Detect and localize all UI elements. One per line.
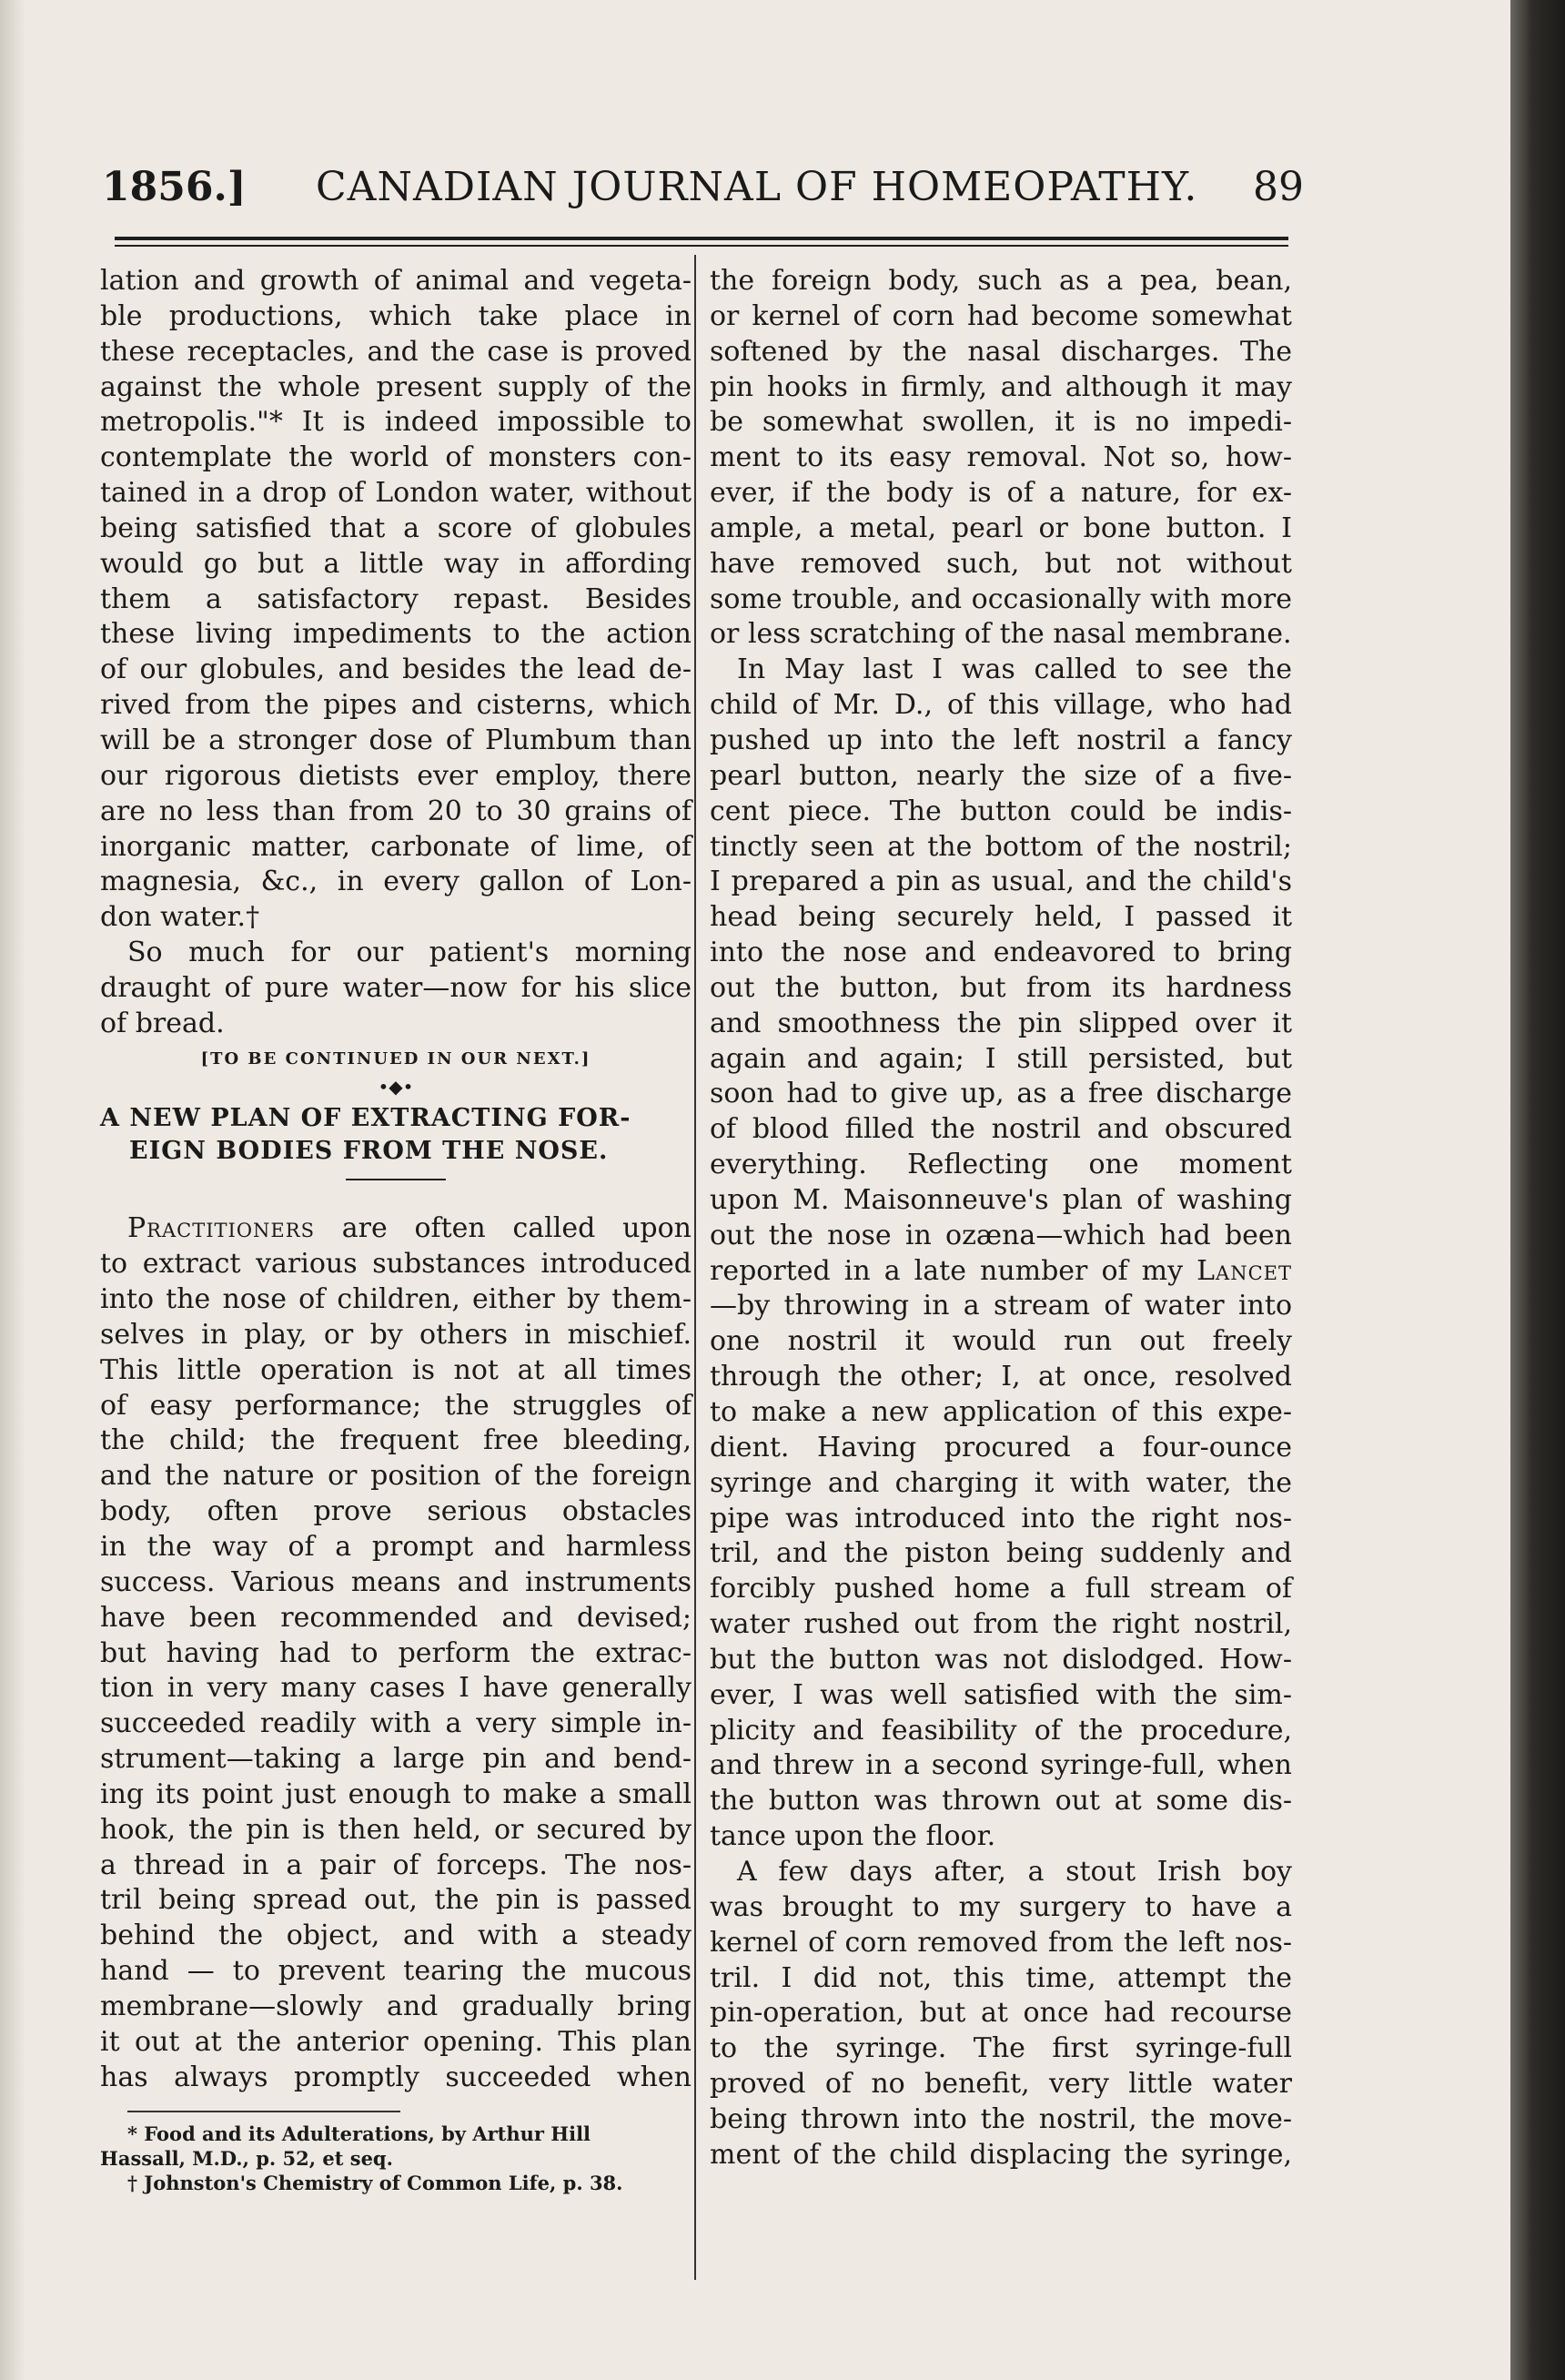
text-line: everything. Reflecting one moment <box>710 1149 1292 1181</box>
text-line: membrane—slowly and gradually bring <box>100 1990 692 2022</box>
text-line-start: reported in a late number of my <box>710 1254 1197 1287</box>
text-line <box>710 1254 1292 1290</box>
text-line: in the way of a prompt and harmless <box>100 1531 692 1563</box>
text-line: some trouble, and occasionally with more <box>710 582 1292 615</box>
text-line: again and again; I still persisted, but <box>710 1042 1292 1075</box>
text-line: tained in a drop of London water, without <box>100 477 692 510</box>
text-line: rived from the pipes and cisterns, which <box>100 689 692 722</box>
text-line: ble productions, which take place in <box>100 299 692 332</box>
paragraph-may-case <box>710 653 1292 1855</box>
text-line: through the other; I, at once, resolved <box>710 1361 1292 1393</box>
text-line: contemplate the world of monsters con- <box>100 441 692 474</box>
text-line: forcibly pushed home a full stream of <box>710 1573 1292 1605</box>
text-line: but having had to perform the extrac- <box>100 1636 692 1669</box>
text-line: ever, I was well satisfied with the sim- <box>710 1678 1292 1711</box>
text-line: of easy performance; the struggles of <box>100 1389 692 1422</box>
text-line: child of Mr. D., of this village, who had <box>710 689 1292 722</box>
book-binding-edge <box>1510 0 1565 2380</box>
text-line: to the syringe. The first syringe-full <box>710 2032 1292 2065</box>
footnote-line: * Food and its Adulterations, by Arthur Hill <box>127 2122 591 2145</box>
text-line: be somewhat swollen, it is no impedi- <box>710 406 1292 439</box>
text-line: of our globules, and besides the lead de- <box>100 653 692 686</box>
left-column <box>100 264 692 2195</box>
text-line: or kernel of corn had become somewhat <box>710 299 1292 332</box>
footnotes <box>100 2122 692 2195</box>
article-title-line: EIGN BODIES FROM THE NOSE. <box>129 1137 609 1166</box>
text-line: plicity and feasibility of the procedure, <box>710 1714 1292 1747</box>
text-line: ment of the child displacing the syringe, <box>710 2138 1292 2171</box>
header-journal-title: CANADIAN JOURNAL OF HOMEOPATHY. <box>316 164 1198 210</box>
article-first-word: Practitioners <box>127 1212 315 1245</box>
text-line: these living impediments to the action <box>100 618 692 651</box>
text-line: have removed such, but not without <box>710 547 1292 580</box>
text-line: behind the object, and with a steady <box>100 1919 692 1952</box>
text-line: these receptacles, and the case is proved <box>100 335 692 368</box>
section-ornament: •◆• <box>378 1076 414 1099</box>
text-line: tance upon the floor. <box>710 1820 996 1853</box>
text-line: out the nose in ozæna—which had been <box>710 1219 1292 1251</box>
text-line: lation and growth of animal and vegeta- <box>100 265 692 297</box>
text-line: upon M. Maisonneuve's plan of washing <box>710 1183 1292 1216</box>
text-line: kernel of corn removed from the left nos- <box>710 1926 1292 1959</box>
article-title <box>100 1102 692 1168</box>
text-line: body, often prove serious obstacles <box>100 1495 692 1528</box>
footnote-rule <box>127 2111 400 2112</box>
text-line: have been recommended and devised; <box>100 1601 692 1634</box>
text-line: tinctly seen at the bottom of the nostril; <box>710 830 1292 863</box>
text-line: and threw in a second syringe-full, when <box>710 1749 1292 1782</box>
text-line: against the whole present supply of the <box>100 370 692 403</box>
text-line: the child; the frequent free bleeding, <box>100 1424 692 1457</box>
text-line: are no less than from 20 to 30 grains of <box>100 795 692 827</box>
lancet-title: Lancet <box>1196 1254 1292 1287</box>
text-line: This little operation is not at all times <box>100 1353 692 1386</box>
text-line: dient. Having procured a four-ounce <box>710 1431 1292 1463</box>
text-line: to extract various substances introduced <box>100 1248 692 1281</box>
column-divider <box>694 255 696 2280</box>
text-line: being satisfied that a score of globules <box>100 511 692 544</box>
running-header <box>102 164 1304 218</box>
text-line: succeeded readily with a very simple in- <box>100 1707 692 1740</box>
text-line: would go but a little way in affording <box>100 547 692 580</box>
text-line: of bread. <box>100 1007 225 1039</box>
text-line: pearl button, nearly the size of a five- <box>710 759 1292 792</box>
text-line: them a satisfactory repast. Besides <box>100 582 692 615</box>
text-line: has always promptly succeeded when <box>100 2061 692 2093</box>
header-rule-thick <box>115 237 1288 240</box>
text-line: it out at the anterior opening. This plan <box>100 2025 692 2058</box>
text-line: So much for our patient's morning <box>127 937 692 969</box>
paragraph-foreign-body <box>710 264 1292 653</box>
text-line: into the nose of children, either by them- <box>100 1283 692 1316</box>
text-line: ever, if the body is of a nature, for ex- <box>710 477 1292 510</box>
text-line: selves in play, or by others in mischief. <box>100 1318 692 1351</box>
right-column <box>710 264 1292 2173</box>
header-year: 1856.] <box>102 164 247 210</box>
paragraph-irish-boy <box>710 1855 1292 2173</box>
text-line: hand — to prevent tearing the mucous <box>100 1955 692 1988</box>
text-line: metropolis."* It is indeed impossible to <box>100 406 692 439</box>
text-line: success. Various means and instruments <box>100 1565 692 1598</box>
article-title-line: A NEW PLAN OF EXTRACTING FOR- <box>100 1104 631 1133</box>
text-line: and smoothness the pin slipped over it <box>710 1007 1292 1039</box>
text-line: of blood filled the nostril and obscured <box>710 1113 1292 1146</box>
text-line: and the nature or position of the foreign <box>100 1460 692 1493</box>
text-line: A few days after, a stout Irish boy <box>737 1855 1292 1888</box>
text-line: water rushed out from the right nostril, <box>710 1608 1292 1641</box>
text-line: softened by the nasal discharges. The <box>710 335 1292 368</box>
text-line: ing its point just enough to make a small <box>100 1777 692 1810</box>
text-line: but the button was not dislodged. How- <box>710 1643 1292 1676</box>
text-line: cent piece. The button could be indis- <box>710 795 1292 827</box>
text-line: pipe was introduced into the right nos- <box>710 1502 1292 1534</box>
article-body <box>100 1211 692 2095</box>
header-rule-thin <box>115 245 1288 247</box>
text-line: into the nose and endeavored to bring <box>710 937 1292 969</box>
text-line: tion in very many cases I have generally <box>100 1672 692 1705</box>
text-line: proved of no benefit, very little water <box>710 2068 1292 2101</box>
text-line: pin hooks in firmly, and although it may <box>710 370 1292 403</box>
text-line: head being securely held, I passed it <box>710 901 1292 934</box>
text-line: I prepared a pin as usual, and the child's <box>710 866 1292 898</box>
text-line: strument—taking a large pin and bend- <box>100 1743 692 1776</box>
text-line: magnesia, &c., in every gallon of Lon- <box>100 866 692 898</box>
text-line: ment to its easy removal. Not so, how- <box>710 441 1292 474</box>
text-line: soon had to give up, as a free discharge <box>710 1078 1292 1110</box>
to-be-continued-note: [TO BE CONTINUED IN OUR NEXT.] <box>200 1048 591 1068</box>
text-line: inorganic matter, carbonate of lime, of <box>100 830 692 863</box>
text-line: pin-operation, but at once had recourse <box>710 1997 1292 2030</box>
continued-paragraph <box>100 264 692 936</box>
text-line: the foreign body, such as a pea, bean, <box>710 265 1292 297</box>
text-line: ample, a metal, pearl or bone button. I <box>710 511 1292 544</box>
text-line: pushed up into the left nostril a fancy <box>710 724 1292 756</box>
text-line: our rigorous dietists ever employ, there <box>100 759 692 792</box>
paragraph-morning-draught <box>100 936 692 1042</box>
footnote-line: † Johnston's Chemistry of Common Life, p. 38. <box>127 2171 623 2194</box>
text-line: syringe and charging it with water, the <box>710 1466 1292 1499</box>
text-line: will be a stronger dose of Plumbum than <box>100 724 692 756</box>
text-line: or less scratching of the nasal membrane. <box>710 618 1292 651</box>
text-line: draught of pure water—now for his slice <box>100 971 692 1004</box>
page-edge-shadow <box>0 0 25 2380</box>
text-line: being thrown into the nostril, the move- <box>710 2102 1292 2135</box>
text-line: tril being spread out, the pin is passed <box>100 1884 692 1917</box>
text-line: was brought to my surgery to have a <box>710 1890 1292 1923</box>
text-line: out the button, but from its hardness <box>710 971 1292 1004</box>
text-line: In May last I was called to see the <box>737 653 1292 686</box>
text-line: tril. I did not, this time, attempt the <box>710 1961 1292 1994</box>
text-line: the button was thrown out at some dis- <box>710 1785 1292 1818</box>
text-line: hook, the pin is then held, or secured by <box>100 1813 692 1846</box>
text-line <box>100 1211 692 1247</box>
text-line: tril, and the piston being suddenly and <box>710 1537 1292 1570</box>
article-first-line-rest: are often called upon <box>314 1212 692 1245</box>
text-line: a thread in a pair of forceps. The nos- <box>100 1848 692 1881</box>
text-line: one nostril it would run out freely <box>710 1325 1292 1358</box>
text-line: to make a new application of this expe- <box>710 1396 1292 1428</box>
footnote-line: Hassall, M.D., p. 52, et seq. <box>100 2146 393 2170</box>
text-line: —by throwing in a stream of water into <box>710 1290 1292 1322</box>
header-page-number: 89 <box>1253 164 1304 210</box>
title-rule <box>346 1179 446 1180</box>
text-line: don water.† <box>100 901 260 934</box>
